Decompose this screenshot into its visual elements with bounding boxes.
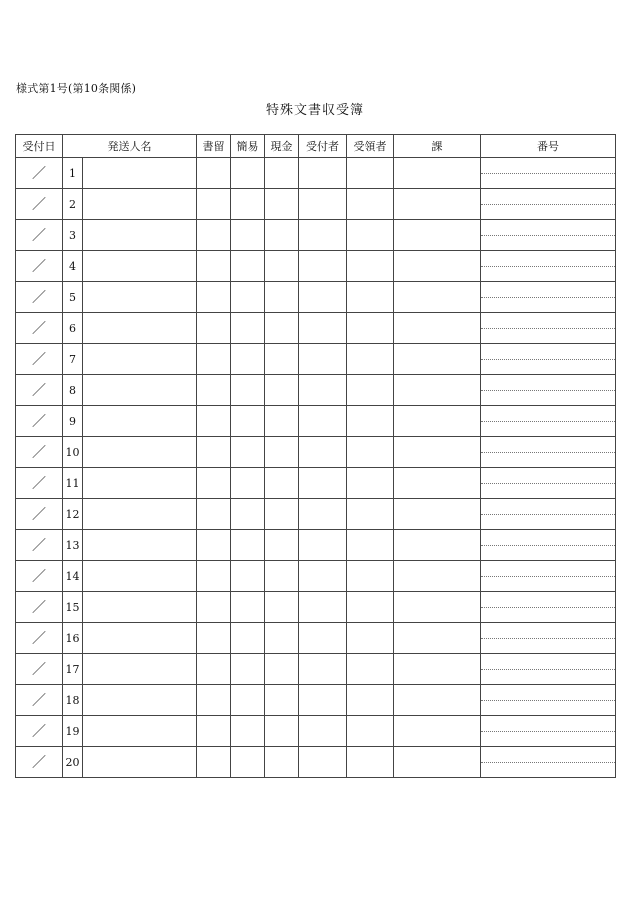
number-cell[interactable]	[481, 313, 616, 344]
receipt-ledger-table	[15, 134, 616, 778]
number-cell[interactable]	[481, 344, 616, 375]
recipient-cell[interactable]	[347, 375, 394, 406]
sender-cell[interactable]	[83, 685, 197, 716]
number-cell[interactable]	[481, 499, 616, 530]
number-cell[interactable]	[481, 189, 616, 220]
cash-cell[interactable]	[265, 344, 299, 375]
section-cell[interactable]	[394, 189, 481, 220]
registered-cell[interactable]	[197, 499, 231, 530]
header-recipient: 受領者	[347, 135, 394, 158]
form-number-label: 様式第1号(第10条関係)	[16, 82, 137, 95]
receiver-cell[interactable]	[299, 406, 347, 437]
table-row	[16, 158, 616, 189]
dotted-divider	[481, 576, 615, 577]
section-cell[interactable]	[394, 344, 481, 375]
simple-cell[interactable]	[231, 623, 265, 654]
row-number: 3	[63, 220, 83, 251]
recipient-cell[interactable]	[347, 158, 394, 189]
dotted-divider	[481, 359, 615, 360]
registered-cell[interactable]	[197, 623, 231, 654]
simple-cell[interactable]	[231, 344, 265, 375]
document-title: 特殊文書収受簿	[265, 103, 364, 118]
date-cell[interactable]: ／	[16, 592, 63, 623]
recipient-cell[interactable]	[347, 406, 394, 437]
receiver-cell[interactable]	[299, 158, 347, 189]
recipient-cell[interactable]	[347, 437, 394, 468]
sender-cell[interactable]	[83, 468, 197, 499]
header-section: 課	[394, 135, 481, 158]
row-number: 2	[63, 189, 83, 220]
registered-cell[interactable]	[197, 530, 231, 561]
table-row	[16, 654, 616, 685]
table-row	[16, 747, 616, 778]
table-header-row	[16, 135, 616, 158]
row-number: 19	[63, 716, 83, 747]
row-number: 7	[63, 344, 83, 375]
row-number: 9	[63, 406, 83, 437]
cash-cell[interactable]	[265, 468, 299, 499]
section-cell[interactable]	[394, 530, 481, 561]
cash-cell[interactable]	[265, 499, 299, 530]
recipient-cell[interactable]	[347, 747, 394, 778]
sender-cell[interactable]	[83, 251, 197, 282]
cash-cell[interactable]	[265, 747, 299, 778]
sender-cell[interactable]	[83, 437, 197, 468]
simple-cell[interactable]	[231, 189, 265, 220]
sender-cell[interactable]	[83, 530, 197, 561]
row-number: 1	[63, 158, 83, 189]
dotted-divider	[481, 514, 615, 515]
row-number: 14	[63, 561, 83, 592]
dotted-divider	[481, 235, 615, 236]
cash-cell[interactable]	[265, 530, 299, 561]
cash-cell[interactable]	[265, 158, 299, 189]
number-cell[interactable]	[481, 592, 616, 623]
cash-cell[interactable]	[265, 685, 299, 716]
row-number: 15	[63, 592, 83, 623]
cash-cell[interactable]	[265, 375, 299, 406]
table-row	[16, 561, 616, 592]
registered-cell[interactable]	[197, 685, 231, 716]
recipient-cell[interactable]	[347, 313, 394, 344]
table-row	[16, 406, 616, 437]
header-receiver: 受付者	[299, 135, 347, 158]
receiver-cell[interactable]	[299, 220, 347, 251]
table-row	[16, 282, 616, 313]
simple-cell[interactable]	[231, 375, 265, 406]
recipient-cell[interactable]	[347, 344, 394, 375]
receiver-cell[interactable]	[299, 344, 347, 375]
simple-cell[interactable]	[231, 716, 265, 747]
sender-cell[interactable]	[83, 313, 197, 344]
number-cell[interactable]	[481, 158, 616, 189]
sender-cell[interactable]	[83, 499, 197, 530]
dotted-divider	[481, 545, 615, 546]
section-cell[interactable]	[394, 747, 481, 778]
number-cell[interactable]	[481, 530, 616, 561]
cash-cell[interactable]	[265, 251, 299, 282]
simple-cell[interactable]	[231, 654, 265, 685]
receiver-cell[interactable]	[299, 468, 347, 499]
number-cell[interactable]	[481, 375, 616, 406]
dotted-divider	[481, 669, 615, 670]
dotted-divider	[481, 204, 615, 205]
cash-cell[interactable]	[265, 561, 299, 592]
number-cell[interactable]	[481, 251, 616, 282]
section-cell[interactable]	[394, 375, 481, 406]
number-cell[interactable]	[481, 654, 616, 685]
simple-cell[interactable]	[231, 468, 265, 499]
date-cell[interactable]: ／	[16, 468, 63, 499]
dotted-divider	[481, 607, 615, 608]
section-cell[interactable]	[394, 716, 481, 747]
sender-cell[interactable]	[83, 561, 197, 592]
number-cell[interactable]	[481, 437, 616, 468]
receiver-cell[interactable]	[299, 561, 347, 592]
receiver-cell[interactable]	[299, 685, 347, 716]
number-cell[interactable]	[481, 468, 616, 499]
row-number: 17	[63, 654, 83, 685]
sender-cell[interactable]	[83, 158, 197, 189]
receiver-cell[interactable]	[299, 592, 347, 623]
dotted-divider	[481, 173, 615, 174]
number-cell[interactable]	[481, 220, 616, 251]
table-row	[16, 220, 616, 251]
cash-cell[interactable]	[265, 716, 299, 747]
row-number: 18	[63, 685, 83, 716]
simple-cell[interactable]	[231, 437, 265, 468]
table-body	[16, 158, 616, 778]
number-cell[interactable]	[481, 282, 616, 313]
sender-cell[interactable]	[83, 375, 197, 406]
date-cell[interactable]: ／	[16, 158, 63, 189]
table-row	[16, 685, 616, 716]
number-cell[interactable]	[481, 406, 616, 437]
header-simple: 簡易	[231, 135, 265, 158]
recipient-cell[interactable]	[347, 468, 394, 499]
simple-cell[interactable]	[231, 406, 265, 437]
recipient-cell[interactable]	[347, 592, 394, 623]
recipient-cell[interactable]	[347, 716, 394, 747]
recipient-cell[interactable]	[347, 499, 394, 530]
dotted-divider	[481, 297, 615, 298]
date-cell[interactable]: ／	[16, 561, 63, 592]
row-number: 5	[63, 282, 83, 313]
registered-cell[interactable]	[197, 406, 231, 437]
registered-cell[interactable]	[197, 220, 231, 251]
table-row	[16, 623, 616, 654]
row-number: 13	[63, 530, 83, 561]
date-cell[interactable]: ／	[16, 530, 63, 561]
simple-cell[interactable]	[231, 220, 265, 251]
date-cell[interactable]: ／	[16, 623, 63, 654]
table-row	[16, 313, 616, 344]
row-number: 20	[63, 747, 83, 778]
header-registered: 書留	[197, 135, 231, 158]
sender-cell[interactable]	[83, 592, 197, 623]
date-cell[interactable]: ／	[16, 406, 63, 437]
receiver-cell[interactable]	[299, 654, 347, 685]
receiver-cell[interactable]	[299, 530, 347, 561]
table-row	[16, 189, 616, 220]
section-cell[interactable]	[394, 468, 481, 499]
simple-cell[interactable]	[231, 747, 265, 778]
section-cell[interactable]	[394, 437, 481, 468]
section-cell[interactable]	[394, 654, 481, 685]
registered-cell[interactable]	[197, 189, 231, 220]
cash-cell[interactable]	[265, 313, 299, 344]
section-cell[interactable]	[394, 623, 481, 654]
cash-cell[interactable]	[265, 654, 299, 685]
receiver-cell[interactable]	[299, 313, 347, 344]
receiver-cell[interactable]	[299, 189, 347, 220]
cash-cell[interactable]	[265, 623, 299, 654]
simple-cell[interactable]	[231, 313, 265, 344]
number-cell[interactable]	[481, 623, 616, 654]
table-row	[16, 375, 616, 406]
table-row	[16, 592, 616, 623]
registered-cell[interactable]	[197, 375, 231, 406]
recipient-cell[interactable]	[347, 623, 394, 654]
sender-cell[interactable]	[83, 220, 197, 251]
section-cell[interactable]	[394, 561, 481, 592]
row-number: 4	[63, 251, 83, 282]
sender-cell[interactable]	[83, 747, 197, 778]
dotted-divider	[481, 266, 615, 267]
simple-cell[interactable]	[231, 499, 265, 530]
section-cell[interactable]	[394, 251, 481, 282]
row-number: 10	[63, 437, 83, 468]
dotted-divider	[481, 483, 615, 484]
section-cell[interactable]	[394, 158, 481, 189]
registered-cell[interactable]	[197, 158, 231, 189]
registered-cell[interactable]	[197, 344, 231, 375]
sender-cell[interactable]	[83, 623, 197, 654]
receiver-cell[interactable]	[299, 623, 347, 654]
date-cell[interactable]: ／	[16, 437, 63, 468]
receiver-cell[interactable]	[299, 437, 347, 468]
sender-cell[interactable]	[83, 282, 197, 313]
date-cell[interactable]: ／	[16, 654, 63, 685]
header-number: 番号	[481, 135, 616, 158]
table-row	[16, 716, 616, 747]
recipient-cell[interactable]	[347, 654, 394, 685]
date-cell[interactable]: ／	[16, 747, 63, 778]
date-cell[interactable]: ／	[16, 344, 63, 375]
row-number: 8	[63, 375, 83, 406]
row-number: 12	[63, 499, 83, 530]
number-cell[interactable]	[481, 561, 616, 592]
section-cell[interactable]	[394, 406, 481, 437]
simple-cell[interactable]	[231, 561, 265, 592]
dotted-divider	[481, 452, 615, 453]
dotted-divider	[481, 700, 615, 701]
simple-cell[interactable]	[231, 685, 265, 716]
registered-cell[interactable]	[197, 561, 231, 592]
section-cell[interactable]	[394, 313, 481, 344]
registered-cell[interactable]	[197, 747, 231, 778]
registered-cell[interactable]	[197, 437, 231, 468]
date-cell[interactable]: ／	[16, 282, 63, 313]
registered-cell[interactable]	[197, 468, 231, 499]
section-cell[interactable]	[394, 685, 481, 716]
date-cell[interactable]: ／	[16, 499, 63, 530]
row-number: 11	[63, 468, 83, 499]
table-row	[16, 468, 616, 499]
dotted-divider	[481, 328, 615, 329]
sender-cell[interactable]	[83, 189, 197, 220]
table-row	[16, 530, 616, 561]
simple-cell[interactable]	[231, 282, 265, 313]
recipient-cell[interactable]	[347, 220, 394, 251]
recipient-cell[interactable]	[347, 189, 394, 220]
section-cell[interactable]	[394, 499, 481, 530]
simple-cell[interactable]	[231, 251, 265, 282]
receiver-cell[interactable]	[299, 716, 347, 747]
simple-cell[interactable]	[231, 592, 265, 623]
number-cell[interactable]	[481, 685, 616, 716]
receiver-cell[interactable]	[299, 499, 347, 530]
registered-cell[interactable]	[197, 313, 231, 344]
recipient-cell[interactable]	[347, 282, 394, 313]
dotted-divider	[481, 390, 615, 391]
header-sender: 発送人名	[63, 135, 197, 158]
section-cell[interactable]	[394, 220, 481, 251]
table-row	[16, 499, 616, 530]
cash-cell[interactable]	[265, 189, 299, 220]
table-row	[16, 437, 616, 468]
receiver-cell[interactable]	[299, 375, 347, 406]
receiver-cell[interactable]	[299, 747, 347, 778]
date-cell[interactable]: ／	[16, 685, 63, 716]
registered-cell[interactable]	[197, 282, 231, 313]
receiver-cell[interactable]	[299, 282, 347, 313]
dotted-divider	[481, 421, 615, 422]
dotted-divider	[481, 762, 615, 763]
cash-cell[interactable]	[265, 437, 299, 468]
row-number: 16	[63, 623, 83, 654]
date-cell[interactable]: ／	[16, 313, 63, 344]
recipient-cell[interactable]	[347, 561, 394, 592]
section-cell[interactable]	[394, 592, 481, 623]
registered-cell[interactable]	[197, 654, 231, 685]
recipient-cell[interactable]	[347, 685, 394, 716]
number-cell[interactable]	[481, 716, 616, 747]
registered-cell[interactable]	[197, 251, 231, 282]
recipient-cell[interactable]	[347, 530, 394, 561]
cash-cell[interactable]	[265, 406, 299, 437]
dotted-divider	[481, 731, 615, 732]
date-cell[interactable]: ／	[16, 251, 63, 282]
dotted-divider	[481, 638, 615, 639]
cash-cell[interactable]	[265, 282, 299, 313]
cash-cell[interactable]	[265, 592, 299, 623]
sender-cell[interactable]	[83, 654, 197, 685]
row-number: 6	[63, 313, 83, 344]
receiver-cell[interactable]	[299, 251, 347, 282]
header-cash: 現金	[265, 135, 299, 158]
table-row	[16, 344, 616, 375]
sender-cell[interactable]	[83, 406, 197, 437]
sender-cell[interactable]	[83, 344, 197, 375]
section-cell[interactable]	[394, 282, 481, 313]
header-date: 受付日	[16, 135, 63, 158]
table-row	[16, 251, 616, 282]
simple-cell[interactable]	[231, 158, 265, 189]
registered-cell[interactable]	[197, 592, 231, 623]
date-cell[interactable]: ／	[16, 375, 63, 406]
simple-cell[interactable]	[231, 530, 265, 561]
sender-cell[interactable]	[83, 716, 197, 747]
date-cell[interactable]: ／	[16, 220, 63, 251]
registered-cell[interactable]	[197, 716, 231, 747]
recipient-cell[interactable]	[347, 251, 394, 282]
number-cell[interactable]	[481, 747, 616, 778]
date-cell[interactable]: ／	[16, 189, 63, 220]
cash-cell[interactable]	[265, 220, 299, 251]
date-cell[interactable]: ／	[16, 716, 63, 747]
